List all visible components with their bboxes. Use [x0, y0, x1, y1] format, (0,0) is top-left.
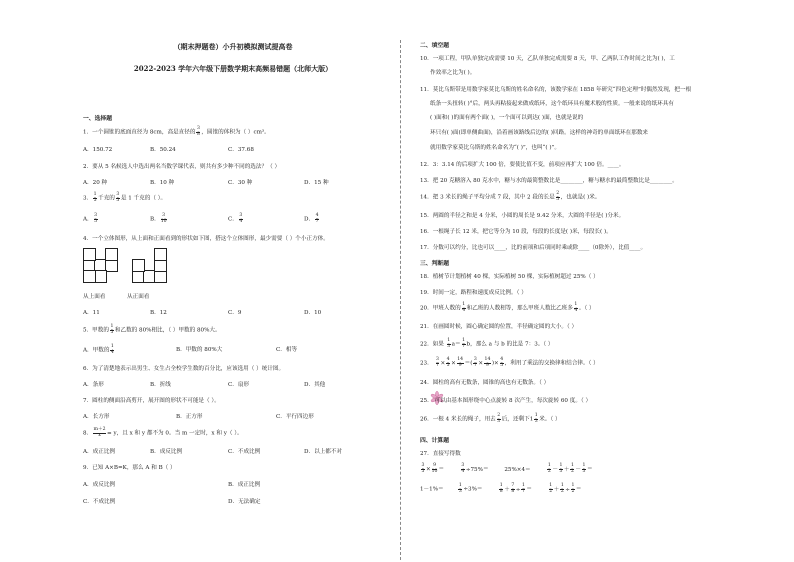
q3-option-d[interactable]: D． $\frac{4}{7}$ [304, 213, 319, 224]
question-16: 16．一根绳子长 12 米，把它等分为 10 段，每段的长度是( )米，每段长( )。 [420, 229, 612, 235]
q5-option-b[interactable]: B．甲数的 80%大 [176, 347, 223, 353]
q8-option-c[interactable]: C．不成比例 [228, 449, 261, 455]
q7-option-b[interactable]: B．正方形 [176, 414, 203, 420]
exam-title: （期末押题卷）小升初模拟测试提高卷 [173, 42, 293, 51]
fraction: $\frac{3}{5}$ [116, 192, 120, 203]
q3-option-b[interactable]: B． $\frac{3}{10}$ [150, 213, 167, 224]
question-19: 19．时间一定，路程和速度成反比例。（ ） [420, 290, 527, 296]
question-8: 8． $\frac{m+2}{x}$ = y，且 x 和 y 都不为 0。当 m 一定时，x 和 y（ ）。 [83, 427, 243, 438]
question-20: 20．甲班人数的 $\frac{1}{4}$ 和乙班的人数相等，那么甲班人数比乙班多 $\frac{1}{4}$ 。（ ） [420, 302, 595, 313]
q4-option-c[interactable]: C．9 [228, 310, 242, 316]
column-divider [400, 40, 401, 560]
question-6: 6．为了清楚地表示出男生、女生占全校学生数的百分比，应该选用（ ）统计图。 [83, 366, 285, 372]
question-23: 23． $\frac{3}{7}$ × $\frac{4}{5}$ × $\frac{14}{9}$ ＝( $\frac{3}{7}$ × $\frac{14}{9}$ )× $\frac{4}{5}$ ，利用了乘法的交换律和结合律。（ ） [420, 357, 599, 368]
q3-option-a[interactable]: A． $\frac{3}{5}$ [83, 213, 98, 224]
fraction: $\frac{2}{3}$ [497, 413, 501, 424]
question-4: 4．一个立体图形，从上面和正面看到的形状如下图，搭这个立体图形，最少需要（ ）个小正方体。 [83, 236, 329, 242]
q9-option-d[interactable]: D．无法确定 [228, 499, 261, 505]
calc-row-1: $\frac{3}{5}$ × $\frac{9}{10}$ ＝ $\frac{3}{4}$ ÷75%＝ 25%×4＝ $\frac{1}{2}$ － $\frac{1}{3}$ ＋ $\frac{1}{2}$ － $\frac{1}{3}$ ＝ [421, 463, 593, 474]
question-11-line5: 就用数学家莫比乌斯的姓名命名为“( )”，也叫“( )”。 [430, 145, 561, 151]
question-18: 18．植树节计划植树 40 棵，实际植树 50 棵，实际植树超过 25%（ ） [420, 274, 599, 280]
question-11-line3: ( )面和( )的面有两个面( )，一个面可以到达( )面，也就是说的 [430, 115, 584, 121]
q1-option-a[interactable]: A．150.72 [83, 147, 113, 153]
section-fill-heading: 二、填空题 [420, 43, 449, 49]
fraction: $\frac{3}{8}$ [196, 126, 200, 137]
question-3: 3． $\frac{1}{5}$ 千克的 $\frac{3}{5}$ 是 1 千克的（ ）。 [83, 192, 167, 203]
q6-option-b[interactable]: B．折线 [150, 382, 171, 388]
q4-option-a[interactable]: A．11 [83, 310, 100, 316]
q7-option-a[interactable]: A．长方形 [83, 414, 110, 420]
q1-option-b[interactable]: B．50.24 [150, 147, 176, 153]
fraction: $\frac{m+2}{x}$ [93, 427, 106, 438]
question-22: 22．如果 $\frac{1}{3}$ a＝ $\frac{1}{7}$ b，那么 a 与 b 的比是 7：3。（ ） [420, 338, 554, 349]
q7-option-c[interactable]: C．平行四边形 [276, 414, 314, 420]
question-21: 21．在画圆时候，圆心确定圆的位置，半径确定圆的大小。（ ） [420, 324, 578, 330]
q2-option-a[interactable]: A．20 种 [83, 180, 108, 186]
question-5: 5．甲数的 $\frac{1}{5}$ 和乙数的 80%相比，（ ）甲数的 80%大。 [83, 324, 221, 335]
q2-option-b[interactable]: B．10 种 [150, 180, 175, 186]
question-10: 10．一项工程，甲队单独完成需要 10 天，乙队单独完成需要 8 天，甲、乙两队工作时间之比为( )，工 [420, 56, 675, 62]
question-25: 25． 可以由基本图形绕中心点旋转 8 次产生，每次旋转 60 度。（ ） [420, 398, 592, 404]
q6-option-d[interactable]: D．其他 [304, 382, 326, 388]
front-view-label: 从正面看 [127, 294, 150, 300]
fraction: $\frac{1}{4}$ [462, 302, 466, 313]
question-7: 7．圆柱的侧面沿高剪开，展开图的形状不可能是（ ）。 [83, 398, 220, 404]
q4-option-b[interactable]: B．12 [150, 310, 167, 316]
q9-option-b[interactable]: B．成正比例 [228, 482, 261, 488]
q5-option-c[interactable]: C．相等 [276, 347, 298, 353]
question-11-line4: 环只有( )面(即单侧曲面)，沿着画该路线后边的( )回路。这样的神奇的单面纸环在那数来 [430, 130, 649, 136]
q8-option-a[interactable]: A．成正比例 [83, 449, 116, 455]
q2-option-d[interactable]: D．15 种 [304, 180, 329, 186]
q2-option-c[interactable]: C．30 种 [228, 180, 253, 186]
q8-option-b[interactable]: B．成反比例 [150, 449, 183, 455]
question-12: 12．3：3.14 的后项扩大 100 倍，要使比值不变，前项应再扩大 100 倍。____。 [420, 162, 625, 168]
question-11-line2: 纸条一头扭转( )°后，两头再粘接起来做成纸环，这个纸环具有魔术般的性质。一般来说的纸环具有 [430, 101, 674, 107]
q5-option-a[interactable]: A．甲数的 $\frac{1}{4}$ [83, 344, 114, 355]
question-14: 14．把 3 米长的绳子平均分成 7 段，其中 2 段的长是 $\frac{2}{5}$ ，也就是( )米。 [420, 191, 601, 202]
calc-row-2: 1－1%＝ $\frac{1}{3}$ ÷3%＝ $\frac{1}{8}$ ＋ $\frac{7}{8}$ ÷ $\frac{1}{7}$ ＝ $\frac{1}{2}$ ＋ $\frac{1}{2}$ ÷ $\frac{1}{2}$ ＝ [420, 483, 582, 494]
question-1: 1．一个圆锥的底面直径为 8cm，高是直径的 $\frac{3}{8}$ ，圆锥的体积为（ ）cm³。 [83, 126, 270, 137]
question-2: 2．要从 5 名候选人中选出两名当数学课代表，则共有多少种不同的选法？（ ） [83, 164, 281, 170]
q8-option-d[interactable]: D．以上都不对 [304, 449, 343, 455]
question-24: 24．圆柱的高有无数条，圆锥的高也有无数条。（ ） [420, 380, 550, 386]
question-26: 26．一根 4 米长的绳子，用去 $\frac{2}{3}$ 后，还剩下1 $\frac{1}{3}$ 米。（ ） [420, 413, 561, 424]
question-13: 13．把 20 克糖溶入 80 克水中，糖与水的最简整数比是________，糖与糖水的最简整数比是________。 [420, 178, 678, 184]
fraction: $\frac{1}{5}$ [93, 192, 97, 203]
q6-option-a[interactable]: A．条形 [83, 382, 104, 388]
fraction: $\frac{1}{3}$ [534, 413, 538, 424]
exam-subtitle: 2022-2023 学年六年级下册数学期末高频易错题（北师大版） [133, 64, 333, 73]
q3-option-c[interactable]: C． $\frac{3}{4}$ [228, 213, 243, 224]
question-15: 15．两圆的半径之和是 4 分米，小圆的周长是 9.42 分米，大圆的半径是( )分米。 [420, 213, 625, 219]
q6-option-c[interactable]: C．扇形 [228, 382, 250, 388]
q9-option-a[interactable]: A．成反比例 [83, 482, 116, 488]
section-choice-heading: 一、选择题 [83, 116, 112, 122]
q4-option-d[interactable]: D．10 [304, 310, 322, 316]
question-11: 11．莫比乌斯带是用数学家莫比乌斯的姓名命名的，该数学家在 1858 年研究“四色定理”时偶然发现，把一根 [420, 87, 692, 93]
q9-option-c[interactable]: C．不成比例 [83, 499, 116, 505]
question-27: 27．直接写得数 [420, 451, 461, 457]
question-9: 9．已知 A×B=K，那么 A 和 B（ ） [83, 465, 176, 471]
fraction: $\frac{2}{5}$ [556, 191, 560, 202]
fraction: $\frac{1}{5}$ [110, 324, 114, 335]
fraction: $\frac{1}{4}$ [574, 302, 578, 313]
section-judge-heading: 三、判断题 [420, 261, 449, 267]
q1-option-c[interactable]: C．37.68 [228, 147, 254, 153]
question-17: 17．分数可以约分，比也可以____，比的前项和后项同时乘或除____（0除外），比值____。 [420, 245, 647, 251]
top-view-label: 从上面看 [83, 294, 106, 300]
section-calc-heading: 四、计算题 [420, 438, 449, 444]
question-10-cont: 作效率之比为( )。 [430, 70, 476, 76]
